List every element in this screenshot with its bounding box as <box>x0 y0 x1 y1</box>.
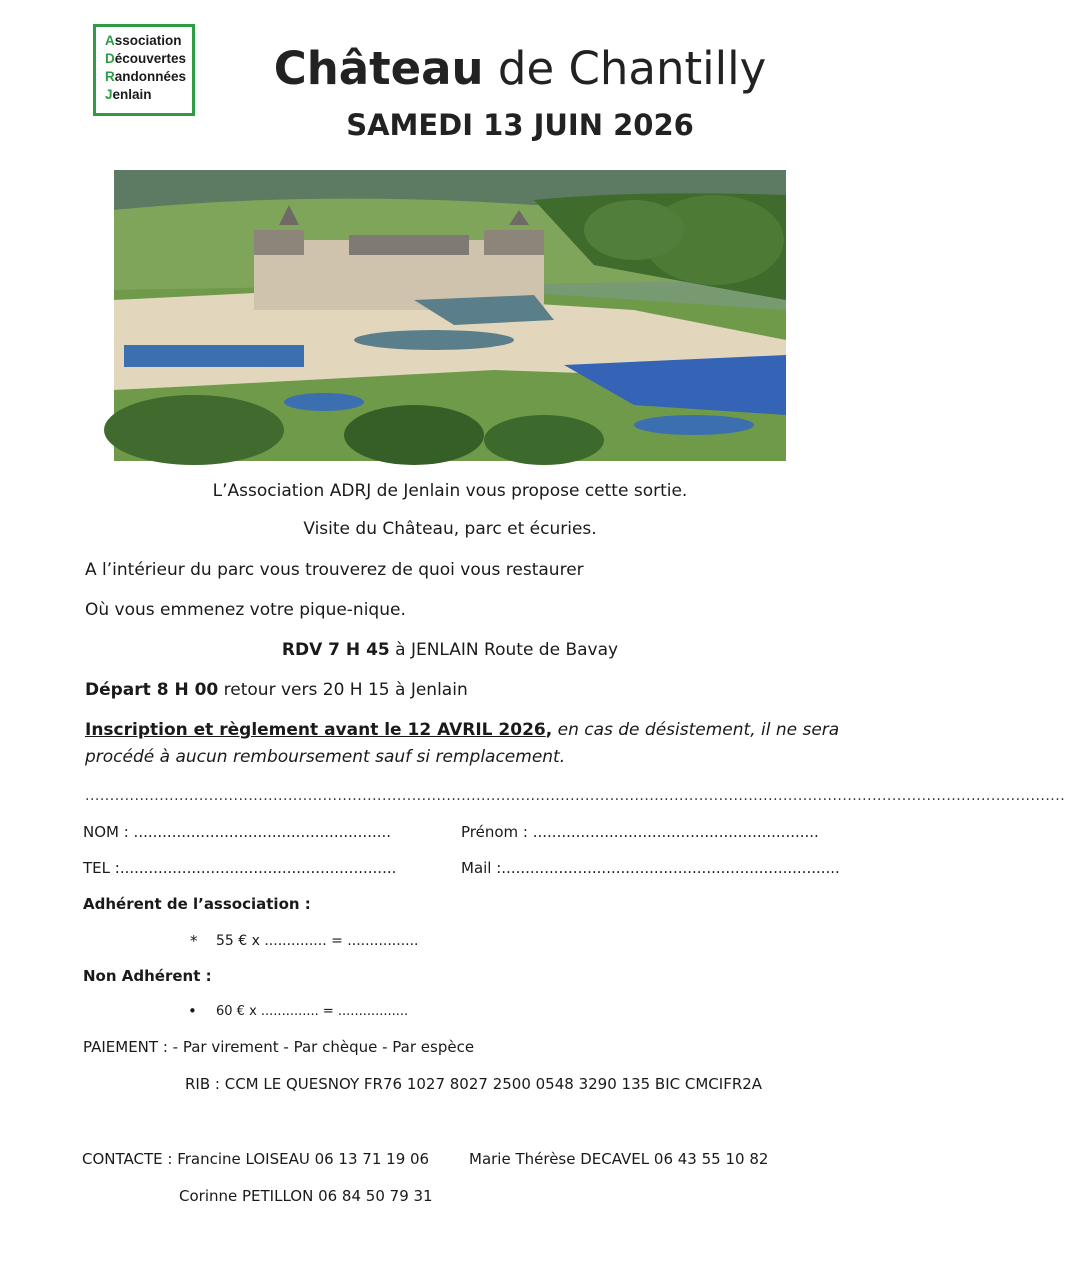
intro-line-1: L’Association ADRJ de Jenlain vous propose cette sortie. <box>212 481 688 501</box>
adherent-label: Adhérent de l’association : <box>83 895 311 913</box>
logo-initial-r: R <box>105 69 115 84</box>
title-bold: Château <box>273 42 484 95</box>
inscription-line-1 <box>85 719 839 741</box>
logo-initial-d: D <box>105 51 115 66</box>
event-date: SAMEDI 13 JUIN 2026 <box>346 108 694 142</box>
prenom-field[interactable]: Prénom : ............................................................ <box>461 823 819 841</box>
depart-line <box>85 679 468 701</box>
logo-word-randonnees: andonnées <box>114 69 187 84</box>
non-adherent-bullet: • <box>188 1002 197 1020</box>
title-rest: de Chantilly <box>483 42 767 95</box>
intro-line-4: Où vous emmenez votre pique-nique. <box>85 600 406 620</box>
intro-line-2: Visite du Château, parc et écuries. <box>303 519 597 539</box>
association-logo <box>93 24 195 116</box>
chateau-photo <box>114 170 786 461</box>
logo-initial-j: J <box>105 87 113 102</box>
non-adherent-price-field[interactable]: 60 € x .............. = ................. <box>216 1004 409 1019</box>
intro-line-3: A l’intérieur du parc vous trouverez de quoi vous restaurer <box>85 560 584 580</box>
logo-word-association: ssociation <box>114 33 182 48</box>
logo-initial-a: A <box>105 33 115 48</box>
contact-line-3: Corinne PETILLON 06 84 50 79 31 <box>179 1187 433 1205</box>
non-adherent-label: Non Adhérent : <box>83 967 212 985</box>
nom-field[interactable]: NOM : ...................................................... <box>83 823 392 841</box>
inscription-comma: , <box>545 720 553 740</box>
rdv-line <box>0 639 900 661</box>
logo-word-decouvertes: écouvertes <box>114 51 187 66</box>
payment-methods: PAIEMENT : - Par virement - Par chèque - Par espèce <box>83 1038 475 1056</box>
adherent-price-field[interactable]: 55 € x .............. = ................ <box>216 933 419 949</box>
rdv-label: RDV 7 H 45 <box>281 640 390 660</box>
tel-field[interactable]: TEL :.......................................................... <box>83 859 397 877</box>
inscription-line-2: procédé à aucun remboursement sauf si remplacement. <box>85 747 566 767</box>
logo-word-jenlain: enlain <box>112 87 152 102</box>
rib-line: RIB : CCM LE QUESNOY FR76 1027 8027 2500 0548 3290 135 BIC CMCIFR2A <box>185 1075 763 1093</box>
depart-return: retour vers 20 H 15 à Jenlain <box>218 680 468 700</box>
rdv-place: à JENLAIN Route de Bavay <box>389 640 619 660</box>
inscription-deadline: Inscription et règlement avant le 12 AVRIL 2026 <box>85 720 546 740</box>
contact-line-1: CONTACTE : Francine LOISEAU 06 13 71 19 06 <box>82 1150 430 1168</box>
inscription-cancel-note: en cas de désistement, il ne sera <box>552 720 840 740</box>
contact-line-2: Marie Thérèse DECAVEL 06 43 55 10 82 <box>469 1150 769 1168</box>
page-title <box>190 42 850 96</box>
mail-field[interactable]: Mail :....................................................................... <box>461 859 840 877</box>
depart-label: Départ 8 H 00 <box>85 680 219 700</box>
form-separator: ...................................................................................................................................................................................................... <box>85 788 1065 804</box>
adherent-bullet: * <box>190 932 198 950</box>
